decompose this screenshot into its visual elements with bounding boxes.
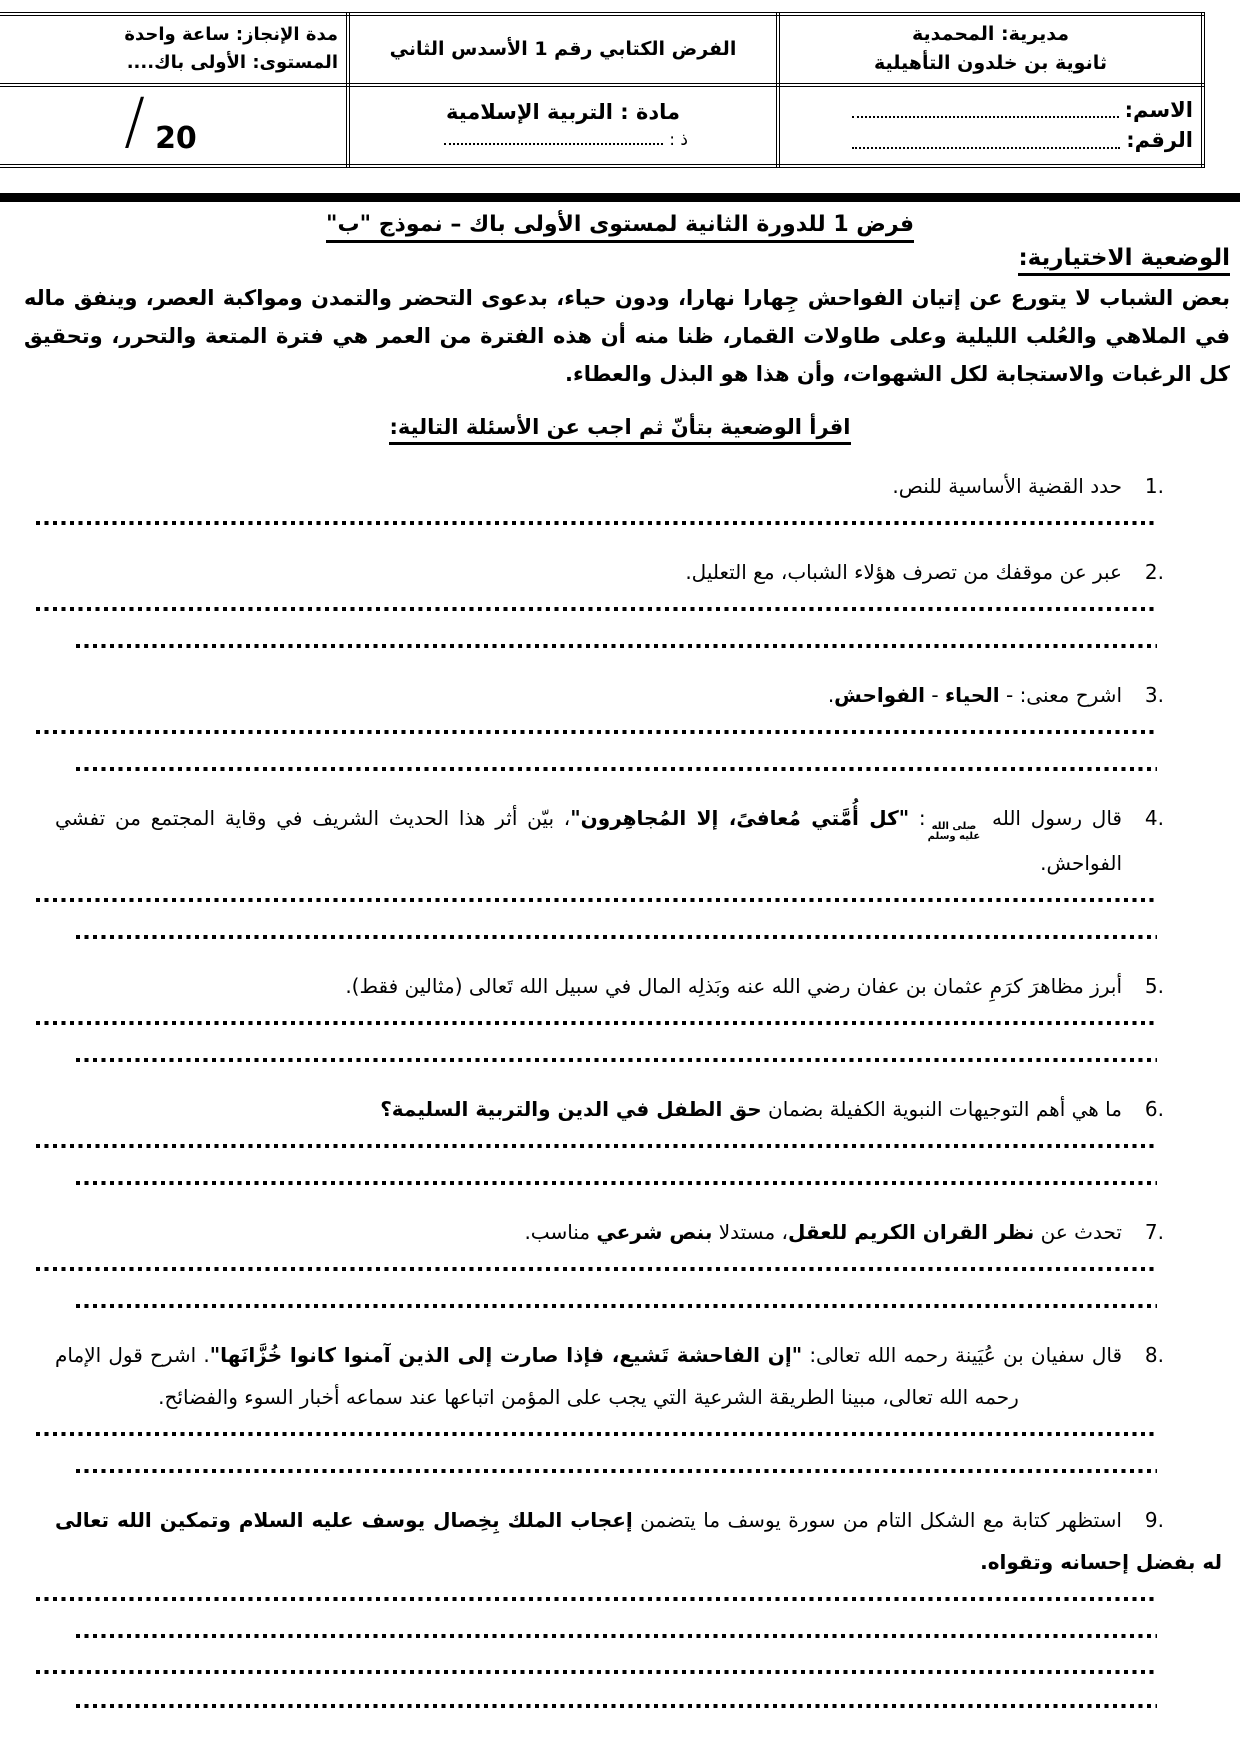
- question-6: [55, 1088, 1164, 1130]
- question-number: 6.: [1144, 1096, 1164, 1121]
- answer-line: [36, 1670, 1157, 1674]
- question-number: 4.: [1144, 805, 1164, 830]
- answer-line: [76, 1181, 1157, 1185]
- answer-line: [36, 607, 1157, 611]
- teacher-label: ذ :: [669, 130, 688, 151]
- section-heading: الوضعية الاختيارية:: [24, 245, 1230, 271]
- header-table: [0, 12, 1205, 168]
- answer-line: [76, 1704, 1157, 1708]
- level-text: المستوى: الأولى باك....: [126, 52, 338, 74]
- answer-line: [36, 898, 1157, 902]
- number-fill-line: [852, 146, 1120, 149]
- exam-title-cell: [348, 14, 778, 85]
- question-text: قال سفيان بن عُيَينة رحمه الله تعالى: "إن الفاحشة تَشيع، فإذا صارت إلى الذين آمنوا كانوا خُزَّانَها". اشرح قول الإمام رحمه الله تعالى، مبينا الطريقة الشرعية التي يجب على المؤمن اتباعها عند سماعه أخبار السوء والفضائح.: [55, 1342, 1122, 1409]
- question-number: 8.: [1144, 1342, 1164, 1367]
- question-number: 2.: [1144, 559, 1164, 584]
- answer-line: [36, 1597, 1157, 1601]
- question-number: 3.: [1144, 682, 1164, 707]
- question-3: [55, 674, 1164, 716]
- answer-line: [76, 1634, 1157, 1638]
- score-cell: [0, 85, 348, 166]
- answer-line: [36, 1432, 1157, 1436]
- exam-title-text: الفرض الكتابي رقم 1 الأسدس الثاني: [389, 37, 737, 60]
- school-name-text: ثانوية بن خلدون التأهيلية: [873, 52, 1107, 75]
- answer-line: [76, 767, 1157, 771]
- question-text: استظهر كتابة مع الشكل التام من سورة يوسف ما يتضمن إعجاب الملك بِخِصال يوسف عليه السلام وتمكين الله تعالى له بفضل إحسانه وتقواه.: [55, 1507, 1222, 1574]
- subject-cell: [348, 85, 778, 166]
- answer-line: [76, 1304, 1157, 1308]
- question-text: عبر عن موقفك من تصرف هؤلاء الشباب، مع التعليل.: [685, 559, 1122, 584]
- answer-line: [36, 1144, 1157, 1148]
- question-2: [55, 551, 1164, 593]
- question-7: [55, 1211, 1164, 1253]
- questions-list: [0, 465, 1240, 1708]
- subject-text: مادة : التربية الإسلامية: [445, 100, 681, 125]
- document-title: فرض 1 للدورة الثانية لمستوى الأولى باك – نموذج "ب": [0, 212, 1240, 237]
- question-number: 5.: [1144, 973, 1164, 998]
- answer-line: [36, 1267, 1157, 1271]
- duration-text: مدة الإنجاز: ساعة واحدة: [124, 23, 338, 45]
- answer-line: [76, 1469, 1157, 1473]
- student-name-row: [788, 95, 1193, 125]
- question-1: [55, 465, 1164, 507]
- score-total: 20: [155, 120, 197, 156]
- question-5: [55, 965, 1164, 1007]
- answer-line: [76, 935, 1157, 939]
- student-number-row: [788, 125, 1193, 155]
- admin-info-cell: [0, 14, 348, 85]
- name-label: الاسم:: [1124, 97, 1193, 122]
- answer-line: [36, 521, 1157, 525]
- question-9: [55, 1499, 1222, 1583]
- question-text: اشرح معنى: - الحياء - الفواحش.: [827, 682, 1122, 707]
- question-text: تحدث عن نظر القران الكريم للعقل، مستدلا بنص شرعي مناسب.: [524, 1219, 1122, 1244]
- school-info-cell: [778, 14, 1203, 85]
- answer-line: [36, 1021, 1157, 1025]
- question-number: 7.: [1144, 1219, 1164, 1244]
- instruction-heading: اقرأ الوضعية بتأنّ ثم اجب عن الأسئلة التالية:: [0, 415, 1240, 439]
- question-number: 1.: [1144, 473, 1164, 498]
- number-label: الرقم:: [1126, 128, 1193, 153]
- situation-paragraph: بعض الشباب لا يتورع عن إتيان الفواحش جِهارا نهارا، ودون حياء، بدعوى التحضر والتمدن ومواكبة العصر، وينفق ماله في الملاهي والعُلب الليلية وعلى طاولات القمار، ظنا منه أن هذه الفترة من العمر هي فترة المتعة والتحرر، وتحقيق كل الرغبات والاستجابة لكل الشهوات، وأن هذا هو البذل والعطاء.: [24, 285, 1230, 386]
- divider-bar: [0, 193, 1240, 202]
- question-4: [55, 797, 1164, 884]
- question-text: أبرز مظاهرَ كرَمِ عثمان بن عفان رضي الله عنه وبَذلِه المال في سبيل الله تَعالى (مثالين فقط).: [345, 973, 1122, 998]
- answer-line: [36, 730, 1157, 734]
- score-slash: /: [124, 84, 146, 158]
- student-identity-cell: [778, 85, 1203, 166]
- directorate-text: مديرية: المحمدية: [911, 23, 1069, 45]
- name-fill-line: [852, 115, 1119, 118]
- answer-line: [76, 1058, 1157, 1062]
- question-8: [55, 1334, 1164, 1418]
- question-text: ما هي أهم التوجيهات النبوية الكفيلة بضمان حق الطفل في الدين والتربية السليمة؟: [380, 1096, 1122, 1121]
- teacher-row: [358, 130, 768, 150]
- question-number: 9.: [1144, 1507, 1164, 1532]
- teacher-fill-line: [444, 142, 663, 145]
- prophet-honorific: صلى الله عليه وسلم: [927, 820, 981, 842]
- question-text: حدد القضية الأساسية للنص.: [892, 473, 1122, 498]
- answer-line: [76, 644, 1157, 648]
- question-text: قال رسول الله صلى الله عليه وسلم : "كل أُمَّتي مُعافىً، إلا المُجاهِرون"، بيّن أثر هذا الحديث الشريف في وقاية المجتمع من تفشي الفواحش.: [55, 805, 1122, 875]
